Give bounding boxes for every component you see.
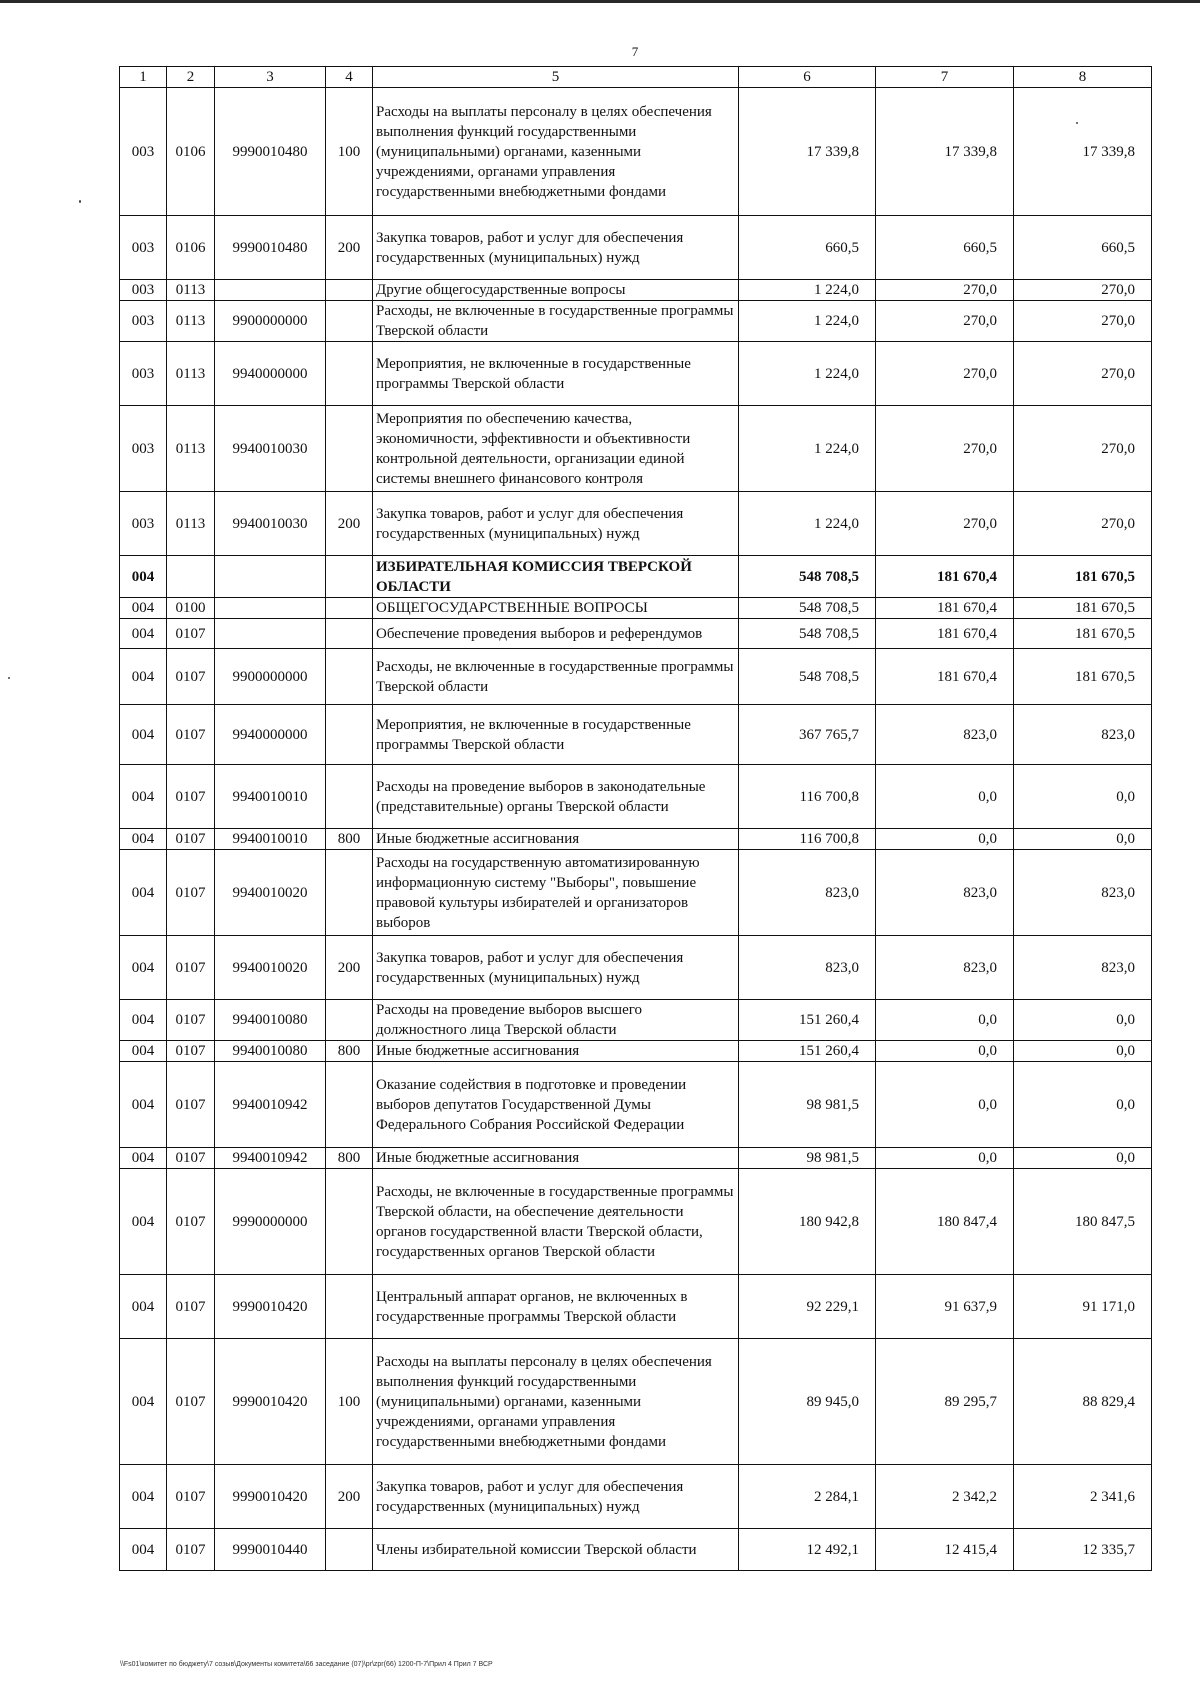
cell-amount-year1: 548 708,5: [739, 649, 876, 705]
cell-chapter: 003: [120, 216, 167, 280]
cell-amount-year1: 116 700,8: [739, 765, 876, 829]
cell-amount-year3: 2 341,6: [1014, 1465, 1152, 1529]
cell-description: Расходы на выплаты персоналу в целях обеспечения выполнения функций государственными (муниципальными) органами, казенными учреждениями, органами управления государственными внебюджетными фондами: [373, 88, 739, 216]
cell-section: 0107: [167, 1148, 215, 1169]
cell-target-article: 9940010080: [215, 1000, 326, 1041]
cell-amount-year2: 0,0: [876, 1148, 1014, 1169]
cell-amount-year2: 0,0: [876, 1041, 1014, 1062]
cell-expense-type: [326, 406, 373, 492]
cell-amount-year3: 0,0: [1014, 765, 1152, 829]
cell-section: 0107: [167, 649, 215, 705]
table-row: [120, 1339, 1152, 1465]
cell-expense-type: [326, 342, 373, 406]
cell-expense-type: [326, 1000, 373, 1041]
cell-expense-type: [326, 850, 373, 936]
cell-amount-year3: 12 335,7: [1014, 1529, 1152, 1571]
cell-section: 0107: [167, 850, 215, 936]
cell-amount-year1: 548 708,5: [739, 556, 876, 598]
cell-expense-type: [326, 619, 373, 649]
cell-target-article: [215, 619, 326, 649]
cell-amount-year1: 1 224,0: [739, 406, 876, 492]
cell-description: Члены избирательной комиссии Тверской области: [373, 1529, 739, 1571]
cell-amount-year2: 89 295,7: [876, 1339, 1014, 1465]
cell-amount-year3: 270,0: [1014, 301, 1152, 342]
cell-chapter: 004: [120, 1275, 167, 1339]
cell-chapter: 004: [120, 829, 167, 850]
cell-target-article: 9940010942: [215, 1148, 326, 1169]
cell-amount-year2: 91 637,9: [876, 1275, 1014, 1339]
cell-amount-year1: 823,0: [739, 936, 876, 1000]
table-row: [120, 765, 1152, 829]
cell-amount-year3: 270,0: [1014, 342, 1152, 406]
cell-target-article: 9990010480: [215, 216, 326, 280]
cell-amount-year3: 0,0: [1014, 829, 1152, 850]
cell-amount-year2: 181 670,4: [876, 619, 1014, 649]
footer-file-path: \\Fs01\комитет по бюджету\7 созыв\Документы комитета\66 заседание (07)\pr\zpr(66) 1200-П-7\Прил 4 Прил 7 ВСР: [120, 1661, 493, 1668]
cell-chapter: 003: [120, 342, 167, 406]
cell-expense-type: [326, 1169, 373, 1275]
cell-target-article: 9940000000: [215, 705, 326, 765]
table-row: [120, 1000, 1152, 1041]
cell-expense-type: 800: [326, 1148, 373, 1169]
cell-target-article: 9940000000: [215, 342, 326, 406]
cell-section: 0107: [167, 705, 215, 765]
cell-amount-year2: 660,5: [876, 216, 1014, 280]
table-row: [120, 406, 1152, 492]
table-row: [120, 829, 1152, 850]
cell-expense-type: [326, 649, 373, 705]
cell-expense-type: 200: [326, 216, 373, 280]
cell-chapter: 004: [120, 1041, 167, 1062]
cell-section: 0100: [167, 598, 215, 619]
cell-chapter: 004: [120, 850, 167, 936]
cell-target-article: 9940010942: [215, 1062, 326, 1148]
cell-chapter: 004: [120, 1339, 167, 1465]
cell-description: Расходы на выплаты персоналу в целях обеспечения выполнения функций государственными (муниципальными) органами, казенными учреждениями, органами управления государственными внебюджетными фондами: [373, 1339, 739, 1465]
cell-chapter: 004: [120, 1465, 167, 1529]
cell-section: 0113: [167, 280, 215, 301]
cell-amount-year2: 823,0: [876, 936, 1014, 1000]
cell-section: 0107: [167, 1000, 215, 1041]
cell-target-article: 9940010010: [215, 829, 326, 850]
cell-description: Мероприятия, не включенные в государственные программы Тверской области: [373, 342, 739, 406]
cell-expense-type: 800: [326, 1041, 373, 1062]
cell-amount-year2: 270,0: [876, 406, 1014, 492]
cell-target-article: 9940010080: [215, 1041, 326, 1062]
cell-chapter: 004: [120, 1529, 167, 1571]
cell-section: 0107: [167, 829, 215, 850]
table-row: [120, 598, 1152, 619]
cell-target-article: [215, 556, 326, 598]
cell-description: Оказание содействия в подготовке и проведении выборов депутатов Государственной Думы Федерального Собрания Российской Федерации: [373, 1062, 739, 1148]
table-row: [120, 1148, 1152, 1169]
cell-target-article: 9990010420: [215, 1465, 326, 1529]
cell-section: 0107: [167, 1275, 215, 1339]
table-row: [120, 88, 1152, 216]
cell-amount-year2: 12 415,4: [876, 1529, 1014, 1571]
column-header: 6: [739, 67, 876, 88]
table-row: [120, 1529, 1152, 1571]
cell-description: ИЗБИРАТЕЛЬНАЯ КОМИССИЯ ТВЕРСКОЙ ОБЛАСТИ: [373, 556, 739, 598]
cell-chapter: 003: [120, 280, 167, 301]
cell-amount-year3: 660,5: [1014, 216, 1152, 280]
cell-chapter: 003: [120, 88, 167, 216]
column-header: 7: [876, 67, 1014, 88]
cell-target-article: [215, 598, 326, 619]
table-body: [120, 88, 1152, 1571]
table-row: [120, 342, 1152, 406]
cell-target-article: 9990000000: [215, 1169, 326, 1275]
cell-chapter: 004: [120, 598, 167, 619]
cell-section: 0107: [167, 1169, 215, 1275]
table-row: [120, 705, 1152, 765]
cell-section: 0106: [167, 88, 215, 216]
cell-target-article: 9990010440: [215, 1529, 326, 1571]
cell-target-article: 9990010420: [215, 1339, 326, 1465]
cell-chapter: 004: [120, 705, 167, 765]
cell-target-article: 9990010420: [215, 1275, 326, 1339]
cell-amount-year3: 0,0: [1014, 1148, 1152, 1169]
cell-amount-year3: 181 670,5: [1014, 556, 1152, 598]
table-row: [120, 649, 1152, 705]
table-row: [120, 216, 1152, 280]
cell-chapter: 004: [120, 649, 167, 705]
column-header: 4: [326, 67, 373, 88]
cell-expense-type: [326, 1529, 373, 1571]
cell-expense-type: 100: [326, 88, 373, 216]
cell-section: 0107: [167, 1339, 215, 1465]
cell-section: 0107: [167, 1062, 215, 1148]
cell-section: [167, 556, 215, 598]
cell-description: Иные бюджетные ассигнования: [373, 829, 739, 850]
cell-amount-year1: 1 224,0: [739, 301, 876, 342]
scan-speck: [79, 200, 81, 203]
cell-amount-year2: 0,0: [876, 1062, 1014, 1148]
cell-amount-year1: 660,5: [739, 216, 876, 280]
cell-amount-year3: 91 171,0: [1014, 1275, 1152, 1339]
cell-target-article: 9900000000: [215, 649, 326, 705]
table-row: [120, 492, 1152, 556]
cell-amount-year1: 12 492,1: [739, 1529, 876, 1571]
column-header: 8: [1014, 67, 1152, 88]
cell-description: Закупка товаров, работ и услуг для обеспечения государственных (муниципальных) нужд: [373, 936, 739, 1000]
cell-amount-year1: 367 765,7: [739, 705, 876, 765]
table-row: [120, 1041, 1152, 1062]
cell-description: Закупка товаров, работ и услуг для обеспечения государственных (муниципальных) нужд: [373, 216, 739, 280]
cell-amount-year2: 0,0: [876, 829, 1014, 850]
cell-chapter: 004: [120, 1000, 167, 1041]
cell-section: 0107: [167, 765, 215, 829]
cell-amount-year1: 823,0: [739, 850, 876, 936]
table-row: [120, 301, 1152, 342]
cell-expense-type: 800: [326, 829, 373, 850]
cell-amount-year1: 98 981,5: [739, 1062, 876, 1148]
column-number-row: [120, 67, 1152, 88]
cell-amount-year2: 0,0: [876, 1000, 1014, 1041]
table-row: [120, 1062, 1152, 1148]
cell-amount-year1: 116 700,8: [739, 829, 876, 850]
cell-section: 0113: [167, 492, 215, 556]
cell-target-article: [215, 280, 326, 301]
cell-expense-type: [326, 765, 373, 829]
cell-amount-year3: 181 670,5: [1014, 649, 1152, 705]
cell-section: 0113: [167, 342, 215, 406]
cell-amount-year2: 270,0: [876, 492, 1014, 556]
cell-expense-type: 200: [326, 492, 373, 556]
page-number: 7: [631, 44, 639, 59]
cell-amount-year1: 1 224,0: [739, 492, 876, 556]
cell-amount-year3: 270,0: [1014, 406, 1152, 492]
cell-amount-year3: 88 829,4: [1014, 1339, 1152, 1465]
cell-amount-year1: 548 708,5: [739, 619, 876, 649]
cell-section: 0113: [167, 301, 215, 342]
cell-amount-year3: 181 670,5: [1014, 598, 1152, 619]
cell-target-article: 9940010020: [215, 936, 326, 1000]
table-row: [120, 1169, 1152, 1275]
table-row: [120, 1465, 1152, 1529]
cell-chapter: 004: [120, 936, 167, 1000]
cell-section: 0107: [167, 936, 215, 1000]
cell-description: Расходы, не включенные в государственные программы Тверской области: [373, 301, 739, 342]
cell-description: Мероприятия по обеспечению качества, экономичности, эффективности и объективности контрольной деятельности, организации единой системы внешнего финансового контроля: [373, 406, 739, 492]
column-header: 3: [215, 67, 326, 88]
cell-chapter: 003: [120, 301, 167, 342]
cell-section: 0107: [167, 1465, 215, 1529]
column-header: 5: [373, 67, 739, 88]
table-row: [120, 1275, 1152, 1339]
cell-description: Расходы, не включенные в государственные программы Тверской области, на обеспечение деятельности органов государственной власти Тверской области, государственных органов Тверской области: [373, 1169, 739, 1275]
cell-description: Центральный аппарат органов, не включенных в государственные программы Тверской области: [373, 1275, 739, 1339]
cell-amount-year1: 180 942,8: [739, 1169, 876, 1275]
cell-amount-year2: 0,0: [876, 765, 1014, 829]
cell-amount-year2: 270,0: [876, 301, 1014, 342]
cell-amount-year2: 2 342,2: [876, 1465, 1014, 1529]
cell-amount-year2: 270,0: [876, 342, 1014, 406]
cell-amount-year3: 17 339,8: [1014, 88, 1152, 216]
cell-amount-year1: 17 339,8: [739, 88, 876, 216]
cell-section: 0106: [167, 216, 215, 280]
cell-amount-year3: 0,0: [1014, 1062, 1152, 1148]
cell-expense-type: [326, 705, 373, 765]
cell-description: Обеспечение проведения выборов и референдумов: [373, 619, 739, 649]
cell-chapter: 004: [120, 556, 167, 598]
cell-expense-type: [326, 598, 373, 619]
cell-section: 0107: [167, 1529, 215, 1571]
cell-description: ОБЩЕГОСУДАРСТВЕННЫЕ ВОПРОСЫ: [373, 598, 739, 619]
cell-description: Мероприятия, не включенные в государственные программы Тверской области: [373, 705, 739, 765]
cell-amount-year1: 92 229,1: [739, 1275, 876, 1339]
cell-amount-year1: 151 260,4: [739, 1000, 876, 1041]
table-row: [120, 556, 1152, 598]
cell-amount-year2: 823,0: [876, 850, 1014, 936]
cell-amount-year1: 151 260,4: [739, 1041, 876, 1062]
table-row: [120, 619, 1152, 649]
cell-chapter: 004: [120, 765, 167, 829]
cell-expense-type: 100: [326, 1339, 373, 1465]
cell-description: Другие общегосударственные вопросы: [373, 280, 739, 301]
cell-section: 0107: [167, 619, 215, 649]
cell-chapter: 004: [120, 1148, 167, 1169]
cell-section: 0107: [167, 1041, 215, 1062]
cell-chapter: 004: [120, 1062, 167, 1148]
cell-amount-year2: 181 670,4: [876, 556, 1014, 598]
cell-chapter: 003: [120, 492, 167, 556]
table-row: [120, 936, 1152, 1000]
budget-table: [119, 66, 1152, 1571]
cell-chapter: 003: [120, 406, 167, 492]
cell-target-article: 9940010020: [215, 850, 326, 936]
cell-expense-type: [326, 1275, 373, 1339]
cell-amount-year1: 2 284,1: [739, 1465, 876, 1529]
cell-description: Закупка товаров, работ и услуг для обеспечения государственных (муниципальных) нужд: [373, 1465, 739, 1529]
cell-amount-year2: 823,0: [876, 705, 1014, 765]
cell-expense-type: 200: [326, 936, 373, 1000]
scan-speck: [1076, 122, 1078, 124]
cell-amount-year1: 1 224,0: [739, 342, 876, 406]
cell-amount-year1: 89 945,0: [739, 1339, 876, 1465]
cell-description: Расходы на проведение выборов в законодательные (представительные) органы Тверской области: [373, 765, 739, 829]
cell-expense-type: [326, 280, 373, 301]
cell-amount-year3: 270,0: [1014, 280, 1152, 301]
cell-description: Иные бюджетные ассигнования: [373, 1041, 739, 1062]
cell-section: 0113: [167, 406, 215, 492]
cell-expense-type: [326, 1062, 373, 1148]
cell-amount-year2: 17 339,8: [876, 88, 1014, 216]
cell-target-article: 9940010030: [215, 406, 326, 492]
cell-amount-year2: 181 670,4: [876, 649, 1014, 705]
cell-amount-year3: 180 847,5: [1014, 1169, 1152, 1275]
cell-expense-type: 200: [326, 1465, 373, 1529]
cell-description: Расходы на государственную автоматизированную информационную систему "Выборы", повышение правовой культуры избирателей и организаторов выборов: [373, 850, 739, 936]
table-row: [120, 850, 1152, 936]
cell-amount-year1: 548 708,5: [739, 598, 876, 619]
cell-expense-type: [326, 556, 373, 598]
cell-amount-year2: 180 847,4: [876, 1169, 1014, 1275]
cell-amount-year1: 1 224,0: [739, 280, 876, 301]
cell-amount-year3: 823,0: [1014, 850, 1152, 936]
cell-description: Закупка товаров, работ и услуг для обеспечения государственных (муниципальных) нужд: [373, 492, 739, 556]
cell-amount-year3: 823,0: [1014, 705, 1152, 765]
scan-speck: [8, 677, 10, 679]
table-row: [120, 280, 1152, 301]
cell-amount-year3: 270,0: [1014, 492, 1152, 556]
cell-target-article: 9990010480: [215, 88, 326, 216]
scan-edge: [0, 0, 1200, 3]
cell-amount-year1: 98 981,5: [739, 1148, 876, 1169]
cell-amount-year3: 0,0: [1014, 1041, 1152, 1062]
cell-amount-year3: 0,0: [1014, 1000, 1152, 1041]
cell-amount-year3: 181 670,5: [1014, 619, 1152, 649]
cell-chapter: 004: [120, 619, 167, 649]
cell-amount-year2: 270,0: [876, 280, 1014, 301]
cell-chapter: 004: [120, 1169, 167, 1275]
column-header: 2: [167, 67, 215, 88]
cell-expense-type: [326, 301, 373, 342]
cell-target-article: 9940010030: [215, 492, 326, 556]
cell-description: Иные бюджетные ассигнования: [373, 1148, 739, 1169]
cell-target-article: 9940010010: [215, 765, 326, 829]
cell-target-article: 9900000000: [215, 301, 326, 342]
column-header: 1: [120, 67, 167, 88]
cell-amount-year3: 823,0: [1014, 936, 1152, 1000]
cell-description: Расходы, не включенные в государственные программы Тверской области: [373, 649, 739, 705]
cell-amount-year2: 181 670,4: [876, 598, 1014, 619]
cell-description: Расходы на проведение выборов высшего должностного лица Тверской области: [373, 1000, 739, 1041]
